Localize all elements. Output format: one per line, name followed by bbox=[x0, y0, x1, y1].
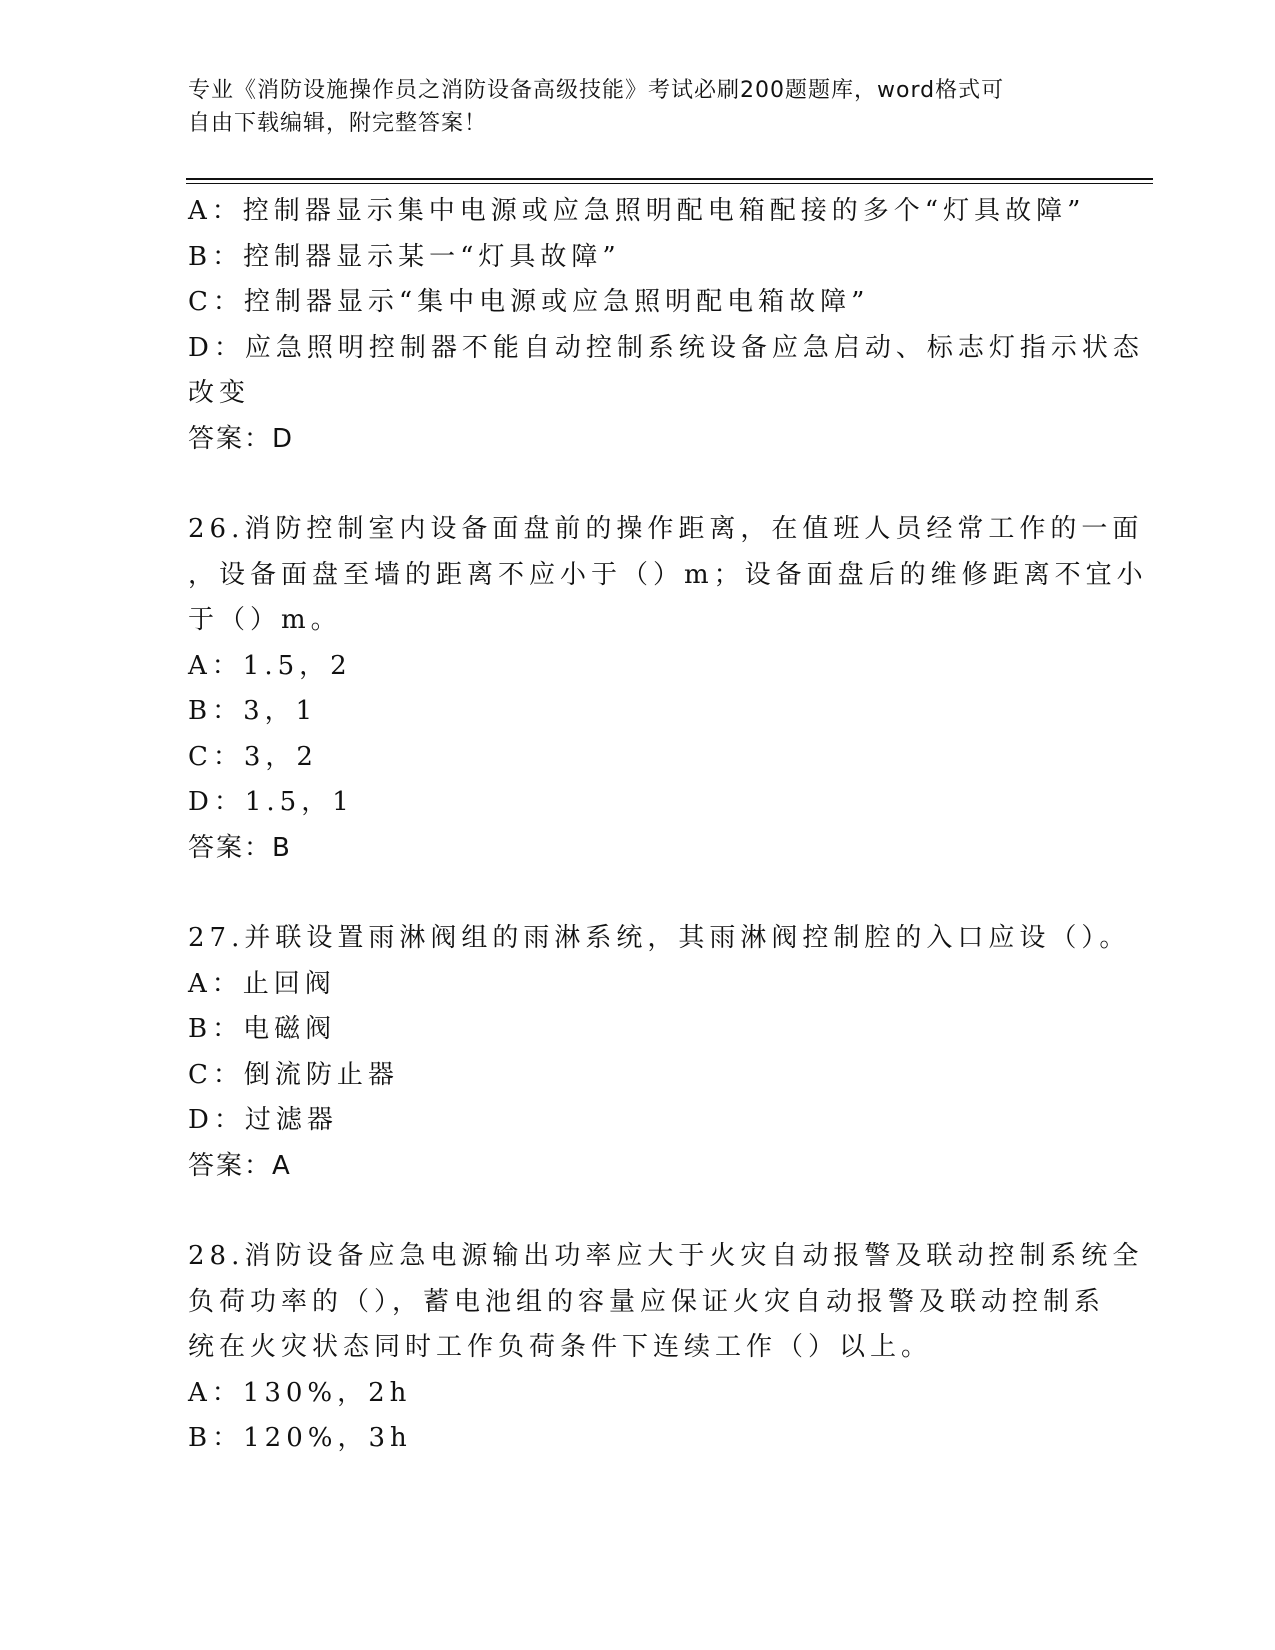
option-c: C：控制器显示“集中电源或应急照明配电箱故障” bbox=[188, 287, 870, 317]
option-d: D：过滤器 bbox=[188, 1105, 338, 1135]
header-line-2: 自由下载编辑，附完整答案！ bbox=[188, 111, 488, 136]
question-stem-continued: ，设备面盘至墙的距离不应小于（）m；设备面盘后的维修距离不宜小 bbox=[188, 559, 1148, 590]
option-a: A：1.5，2 bbox=[188, 650, 352, 681]
question-25 bbox=[188, 189, 1144, 462]
answer: 答案：B bbox=[188, 832, 292, 863]
header-line-1: 专业《消防设施操作员之消防设备高级技能》考试必刷200题题库，word格式可 bbox=[188, 78, 1005, 103]
option-d: D：1.5，1 bbox=[188, 787, 354, 817]
option-a: A：止回阀 bbox=[188, 968, 336, 999]
option-d-continued: 改变 bbox=[188, 378, 251, 408]
question-content bbox=[188, 189, 1148, 1462]
option-b: B：电磁阀 bbox=[188, 1014, 337, 1044]
question-stem-continued: 于（）m。 bbox=[188, 605, 342, 635]
option-b: B：3，1 bbox=[188, 696, 318, 726]
question-stem: 28.消防设备应急电源输出功率应大于火灾自动报警及联动控制系统全 bbox=[188, 1241, 1144, 1271]
option-a: A：130%，2h bbox=[188, 1377, 412, 1408]
document-header bbox=[188, 74, 1068, 140]
option-a: A：控制器显示集中电源或应急照明配电箱配接的多个“灯具故障” bbox=[188, 196, 1086, 226]
question-stem: 26.消防控制室内设备面盘前的操作距离，在值班人员经常工作的一面 bbox=[188, 514, 1144, 544]
question-stem: 27.并联设置雨淋阀组的雨淋系统，其雨淋阀控制腔的入口应设（）。 bbox=[188, 923, 1131, 953]
question-26 bbox=[188, 507, 1148, 871]
option-d: D：应急照明控制器不能自动控制系统设备应急启动、标志灯指示状态 bbox=[188, 332, 1144, 363]
answer: 答案：D bbox=[188, 423, 295, 454]
header-divider-thick bbox=[186, 178, 1153, 180]
option-c: C：倒流防止器 bbox=[188, 1059, 399, 1090]
question-28 bbox=[188, 1234, 1144, 1462]
question-stem-continued: 统在火灾状态同时工作负荷条件下连续工作（）以上。 bbox=[188, 1332, 933, 1362]
option-c: C：3，2 bbox=[188, 741, 318, 772]
option-b: B：控制器显示某一“灯具故障” bbox=[188, 241, 621, 272]
question-stem-continued: 负荷功率的（），蓄电池组的容量应保证火灾自动报警及联动控制系 bbox=[188, 1286, 1106, 1317]
option-b: B：120%，3h bbox=[188, 1423, 412, 1453]
answer: 答案：A bbox=[188, 1150, 292, 1181]
question-27 bbox=[188, 916, 1131, 1189]
header-divider-thin bbox=[186, 183, 1153, 184]
